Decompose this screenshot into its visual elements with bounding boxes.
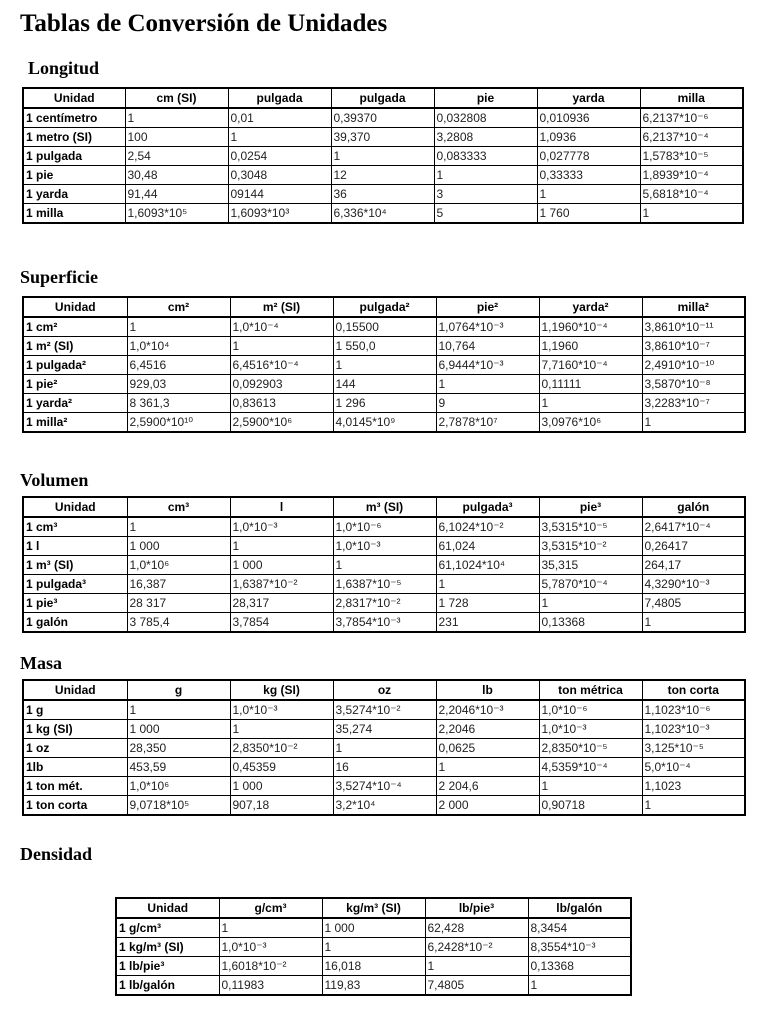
table-cell: 1,0*10⁻³ [333,537,436,556]
table-cell: 8 361,3 [127,394,230,413]
table-cell: 1 [230,537,333,556]
row-header-cell: 1 m³ (SI) [23,556,127,575]
table-cell: 0,13368 [539,613,642,633]
row-header-cell: 1 milla² [23,413,127,433]
row-header-cell: 1 cm³ [23,517,127,537]
table-cell: 1 [228,128,331,147]
table-cell: 100 [125,128,228,147]
table-cell: 2,8317*10⁻² [333,594,436,613]
table-row [23,394,745,413]
table-cell: 1,0*10⁻³ [539,720,642,739]
row-header-cell: 1 l [23,537,127,556]
table-cell: 1,6093*10⁵ [125,204,228,224]
table-cell: 3,2*10⁴ [333,796,436,816]
table-cell: 1,1023*10⁻⁶ [642,700,745,720]
section-title-longitud: Longitud [28,58,100,78]
table-cell: 1,0*10⁻⁶ [539,700,642,720]
column-header: pie³ [539,497,642,517]
table-cell: 1 000 [230,556,333,575]
table-cell: 1 000 [127,537,230,556]
table-cell: 144 [333,375,436,394]
table-row [116,957,631,976]
table-cell: 35,274 [333,720,436,739]
table-row [23,796,745,816]
table-row [23,147,743,166]
row-header-cell: 1 pulgada² [23,356,127,375]
table-cell: 62,428 [425,918,528,938]
row-header-cell: 1 pie³ [23,594,127,613]
table-cell: 1 [333,739,436,758]
table-cell: 0,0625 [436,739,539,758]
table-cell: 2,2046 [436,720,539,739]
table-header-row [116,898,631,918]
column-header: pulgada [228,88,331,108]
table-cell: 264,17 [642,556,745,575]
table-cell: 6,4516 [127,356,230,375]
table-cell: 2,8350*10⁻² [230,739,333,758]
table-row [23,185,743,204]
table-cell: 2,2046*10⁻³ [436,700,539,720]
table-cell: 0,90718 [539,796,642,816]
table-cell: 1 [331,147,434,166]
table-cell: 10,764 [436,337,539,356]
row-header-cell: 1 pulgada³ [23,575,127,594]
table-cell: 6,2428*10⁻² [425,938,528,957]
table-row [23,575,745,594]
table-header-row [23,497,745,517]
table-cell: 3,5274*10⁻² [333,700,436,720]
table-cell: 3,5315*10⁻⁵ [539,517,642,537]
table-cell: 0,26417 [642,537,745,556]
table-cell: 9 [436,394,539,413]
column-header: m³ (SI) [333,497,436,517]
table-cell: 1 [642,796,745,816]
table-cell: 1,6387*10⁻⁵ [333,575,436,594]
table-cell: 2 000 [436,796,539,816]
table-cell: 2,4910*10⁻¹⁰ [642,356,745,375]
table-row [23,108,743,128]
column-header: Unidad [23,297,127,317]
table-cell: 1 [333,556,436,575]
table-cell: 1 [425,957,528,976]
table-row [23,537,745,556]
table-row [116,918,631,938]
row-header-cell: 1 yarda [23,185,125,204]
column-header: g/cm³ [219,898,322,918]
row-header-cell: 1 pulgada [23,147,125,166]
table-cell: 3,7854 [230,613,333,633]
table-cell: 1,0764*10⁻³ [436,317,539,337]
table-cell: 1 [528,976,631,996]
table-cell: 453,59 [127,758,230,777]
table-cell: 35,315 [539,556,642,575]
table-cell: 3 [434,185,537,204]
table-cell: 1 [127,700,230,720]
table-cell: 0,027778 [537,147,640,166]
table-cell: 1 [434,166,537,185]
row-header-cell: 1lb [23,758,127,777]
table-cell: 0,83613 [230,394,333,413]
table-cell: 3,8610*10⁻⁷ [642,337,745,356]
table-cell: 4,5359*10⁻⁴ [539,758,642,777]
table-cell: 119,83 [322,976,425,996]
row-header-cell: 1 milla [23,204,125,224]
table-cell: 1,5783*10⁻⁵ [640,147,743,166]
table-cell: 1,8939*10⁻⁴ [640,166,743,185]
table-cell: 1 000 [322,918,425,938]
column-header: pie [434,88,537,108]
section-title-masa: Masa [20,653,62,673]
table-cell: 1 [436,375,539,394]
column-header: Unidad [23,680,127,700]
table-cell: 1 [230,720,333,739]
table-row [23,613,745,633]
table-cell: 0,13368 [528,957,631,976]
row-header-cell: 1 lb/pie³ [116,957,219,976]
table-cell: 1 [640,204,743,224]
table-row [23,337,745,356]
column-header: galón [642,497,745,517]
column-header: g [127,680,230,700]
table-cell: 2,8350*10⁻⁵ [539,739,642,758]
table-cell: 0,11111 [539,375,642,394]
table-cell: 5,6818*10⁻⁴ [640,185,743,204]
table-cell: 6,2137*10⁻⁴ [640,128,743,147]
table-cell: 16,018 [322,957,425,976]
row-header-cell: 1 metro (SI) [23,128,125,147]
table-cell: 1,0*10⁴ [127,337,230,356]
section-title-volumen: Volumen [20,470,89,490]
table-volumen [22,496,746,633]
table-cell: 1 [125,108,228,128]
table-cell: 1 [539,777,642,796]
table-row [23,720,745,739]
table-cell: 1,0*10⁶ [127,777,230,796]
table-row [23,594,745,613]
table-cell: 1,1023*10⁻³ [642,720,745,739]
table-cell: 6,9444*10⁻³ [436,356,539,375]
table-cell: 0,010936 [537,108,640,128]
table-cell: 28,350 [127,739,230,758]
table-cell: 1,1960 [539,337,642,356]
column-header: kg (SI) [230,680,333,700]
table-cell: 09144 [228,185,331,204]
table-cell: 0,032808 [434,108,537,128]
table-cell: 0,01 [228,108,331,128]
column-header: pulgada³ [436,497,539,517]
table-cell: 2 204,6 [436,777,539,796]
table-cell: 0,15500 [333,317,436,337]
table-cell: 1 000 [230,777,333,796]
table-cell: 16 [333,758,436,777]
row-header-cell: 1 cm² [23,317,127,337]
column-header: kg/m³ (SI) [322,898,425,918]
table-cell: 61,1024*10⁴ [436,556,539,575]
table-cell: 30,48 [125,166,228,185]
column-header: lb/galón [528,898,631,918]
table-cell: 2,7878*10⁷ [436,413,539,433]
table-row [116,938,631,957]
row-header-cell: 1 g [23,700,127,720]
table-cell: 1,1960*10⁻⁴ [539,317,642,337]
table-row [23,758,745,777]
table-cell: 1 [539,594,642,613]
row-header-cell: 1 kg (SI) [23,720,127,739]
table-cell: 1,1023 [642,777,745,796]
table-cell: 8,3554*10⁻³ [528,938,631,957]
table-cell: 6,2137*10⁻⁶ [640,108,743,128]
table-row [23,517,745,537]
table-cell: 0,083333 [434,147,537,166]
row-header-cell: 1 g/cm³ [116,918,219,938]
table-cell: 1 550,0 [333,337,436,356]
table-cell: 3,2808 [434,128,537,147]
column-header: milla² [642,297,745,317]
table-cell: 1 [333,356,436,375]
table-row [23,204,743,224]
table-cell: 91,44 [125,185,228,204]
table-cell: 28 317 [127,594,230,613]
table-cell: 1 [436,575,539,594]
table-superficie [22,296,746,433]
table-cell: 0,092903 [230,375,333,394]
table-cell: 1,0*10⁶ [127,556,230,575]
table-cell: 6,4516*10⁻⁴ [230,356,333,375]
table-cell: 5,0*10⁻⁴ [642,758,745,777]
column-header: yarda [537,88,640,108]
table-cell: 1 760 [537,204,640,224]
row-header-cell: 1 kg/m³ (SI) [116,938,219,957]
table-cell: 0,3048 [228,166,331,185]
table-row [116,976,631,996]
table-row [23,317,745,337]
table-cell: 1 728 [436,594,539,613]
table-cell: 28,317 [230,594,333,613]
table-cell: 5,7870*10⁻⁴ [539,575,642,594]
table-cell: 1,0*10⁻⁶ [333,517,436,537]
section-title-densidad: Densidad [20,844,93,864]
table-cell: 1,0*10⁻³ [219,938,322,957]
table-cell: 1,6387*10⁻² [230,575,333,594]
column-header: Unidad [23,88,125,108]
column-header: pulgada [331,88,434,108]
table-cell: 4,3290*10⁻³ [642,575,745,594]
table-cell: 3,0976*10⁶ [539,413,642,433]
table-cell: 3,2283*10⁻⁷ [642,394,745,413]
row-header-cell: 1 ton corta [23,796,127,816]
table-cell: 7,7160*10⁻⁴ [539,356,642,375]
table-cell: 9,0718*10⁵ [127,796,230,816]
column-header: Unidad [116,898,219,918]
table-cell: 12 [331,166,434,185]
table-cell: 1 [642,413,745,433]
table-cell: 1,0*10⁻³ [230,700,333,720]
table-header-row [23,88,743,108]
table-cell: 0,39370 [331,108,434,128]
table-cell: 2,6417*10⁻⁴ [642,517,745,537]
table-header-row [23,680,745,700]
table-row [23,556,745,575]
table-masa [22,679,746,816]
table-cell: 3,5870*10⁻⁸ [642,375,745,394]
table-cell: 6,336*10⁴ [331,204,434,224]
table-cell: 36 [331,185,434,204]
row-header-cell: 1 yarda² [23,394,127,413]
row-header-cell: 1 pie [23,166,125,185]
table-cell: 5 [434,204,537,224]
table-cell: 1,0936 [537,128,640,147]
table-cell: 8,3454 [528,918,631,938]
table-cell: 1 [642,613,745,633]
column-header: pulgada² [333,297,436,317]
column-header: cm (SI) [125,88,228,108]
table-cell: 1 [127,317,230,337]
table-cell: 907,18 [230,796,333,816]
table-cell: 39,370 [331,128,434,147]
table-row [23,777,745,796]
table-row [23,700,745,720]
table-cell: 1 [219,918,322,938]
table-cell: 3 785,4 [127,613,230,633]
table-header-row [23,297,745,317]
row-header-cell: 1 galón [23,613,127,633]
row-header-cell: 1 lb/galón [116,976,219,996]
table-cell: 1 [127,517,230,537]
column-header: cm³ [127,497,230,517]
table-cell: 0,11983 [219,976,322,996]
table-row [23,739,745,758]
column-header: Unidad [23,497,127,517]
row-header-cell: 1 m² (SI) [23,337,127,356]
table-cell: 1,0*10⁻³ [230,517,333,537]
table-cell: 1 000 [127,720,230,739]
table-longitud [22,87,744,224]
column-header: ton corta [642,680,745,700]
table-cell: 0,33333 [537,166,640,185]
table-row [23,375,745,394]
table-cell: 61,024 [436,537,539,556]
column-header: lb/pie³ [425,898,528,918]
table-cell: 3,125*10⁻⁵ [642,739,745,758]
table-cell: 2,5900*10⁶ [230,413,333,433]
table-row [23,166,743,185]
row-header-cell: 1 oz [23,739,127,758]
row-header-cell: 1 ton mét. [23,777,127,796]
column-header: milla [640,88,743,108]
table-cell: 3,5315*10⁻² [539,537,642,556]
table-cell: 1 [436,758,539,777]
row-header-cell: 1 pie² [23,375,127,394]
table-cell: 3,7854*10⁻³ [333,613,436,633]
table-cell: 1,0*10⁻⁴ [230,317,333,337]
table-cell: 2,54 [125,147,228,166]
table-cell: 16,387 [127,575,230,594]
table-row [23,128,743,147]
table-cell: 7,4805 [642,594,745,613]
column-header: l [230,497,333,517]
section-title-superficie: Superficie [20,267,98,287]
table-cell: 1 [230,337,333,356]
table-densidad [115,897,632,996]
table-cell: 1 296 [333,394,436,413]
table-cell: 1,6093*10³ [228,204,331,224]
table-cell: 3,8610*10⁻¹¹ [642,317,745,337]
column-header: lb [436,680,539,700]
table-cell: 2,5900*10¹⁰ [127,413,230,433]
column-header: ton métrica [539,680,642,700]
table-cell: 929,03 [127,375,230,394]
table-cell: 6,1024*10⁻² [436,517,539,537]
row-header-cell: 1 centímetro [23,108,125,128]
column-header: cm² [127,297,230,317]
column-header: m² (SI) [230,297,333,317]
table-cell: 4,0145*10⁹ [333,413,436,433]
table-row [23,413,745,433]
column-header: yarda² [539,297,642,317]
table-cell: 1,6018*10⁻² [219,957,322,976]
table-cell: 231 [436,613,539,633]
table-cell: 7,4805 [425,976,528,996]
table-cell: 0,0254 [228,147,331,166]
column-header: pie² [436,297,539,317]
table-row [23,356,745,375]
table-cell: 0,45359 [230,758,333,777]
table-cell: 1 [537,185,640,204]
table-cell: 3,5274*10⁻⁴ [333,777,436,796]
page-title: Tablas de Conversión de Unidades [20,10,388,37]
table-cell: 1 [539,394,642,413]
table-cell: 1 [322,938,425,957]
column-header: oz [333,680,436,700]
